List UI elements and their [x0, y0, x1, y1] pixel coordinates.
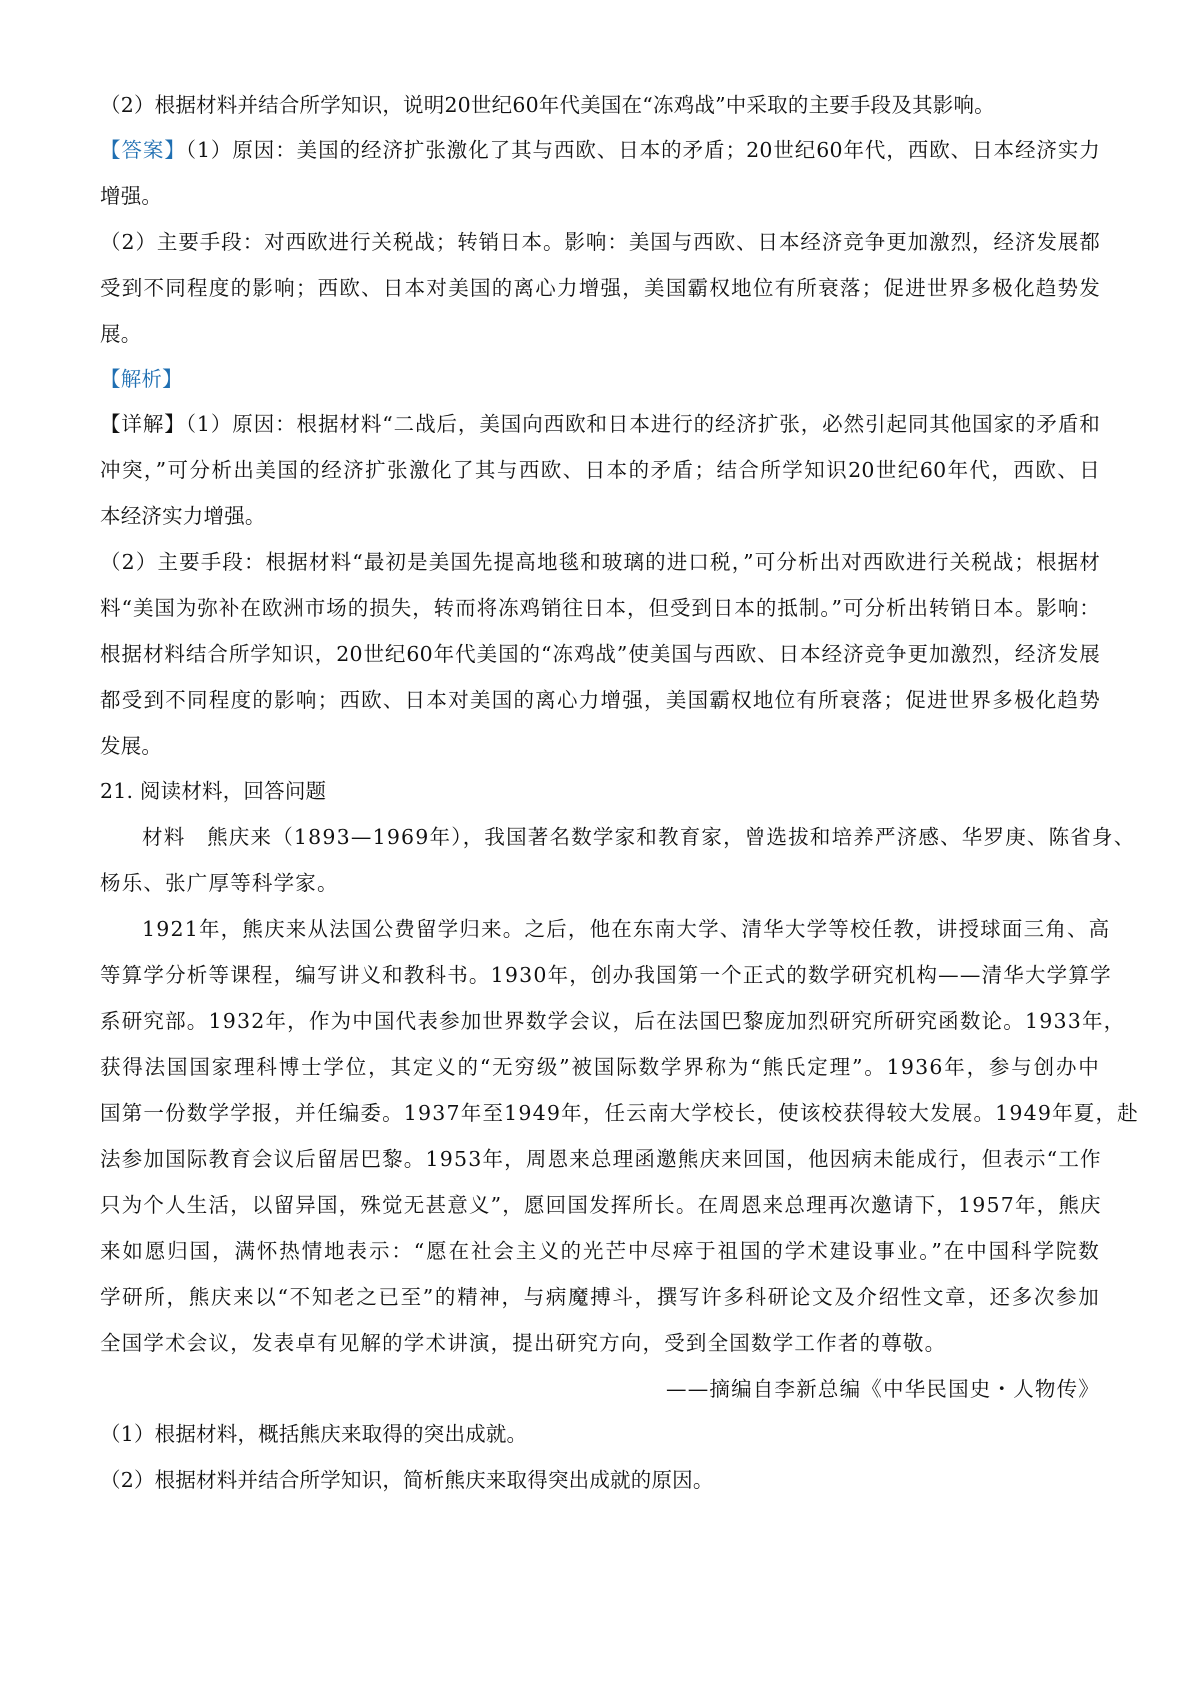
material-para-line-8: 来如愿归国，满怀热情地表示：“愿在社会主义的光芒中尽瘁于祖国的学术建设事业。”在中国科学院数 [100, 1239, 1100, 1263]
detail-line-4: （2）主要手段：根据材料“最初是美国先提高地毯和玻璃的进口税，”可分析出对西欧进行关税战；根据材 [100, 550, 1100, 574]
detail-line-8: 发展。 [100, 734, 163, 758]
material-para-line-7: 只为个人生活，以留异国，殊觉无甚意义”，愿回国发挥所长。在周恩来总理再次邀请下，1957年，熊庆 [100, 1193, 1102, 1217]
q20-part2-question: （2）根据材料并结合所学知识，说明20世纪60年代美国在“冻鸡战”中采取的主要手段及其影响。 [100, 93, 995, 117]
material-para-line-2: 等算学分析等课程，编写讲义和教科书。1930年，创办我国第一个正式的数学研究机构——清华大学算学 [100, 963, 1112, 987]
material-line-1: 材料 熊庆来（1893—1969年），我国著名数学家和教育家，曾选拔和培养严济感、华罗庚、陈省身、 [142, 825, 1136, 849]
answer-line-4: 受到不同程度的影响；西欧、日本对美国的离心力增强，美国霸权地位有所衰落；促进世界多极化趋势发 [100, 276, 1100, 300]
answer-text-1: （1）原因：美国的经济扩张激化了其与西欧、日本的矛盾；20世纪60年代，西欧、日本经济实力 [185, 138, 1100, 162]
material-source: ——摘编自李新总编《中华民国史・人物传》 [666, 1377, 1100, 1401]
answer-line-5: 展。 [100, 322, 142, 346]
detail-line-1 [100, 409, 1100, 439]
detail-line-7: 都受到不同程度的影响；西欧、日本对美国的离心力增强，美国霸权地位有所衰落；促进世界多极化趋势 [100, 688, 1100, 712]
detail-line-6: 根据材料结合所学知识，20世纪60年代美国的“冻鸡战”使美国与西欧、日本经济竞争更加激烈，经济发展 [100, 642, 1100, 666]
q21-subquestion-1: （1）根据材料，概括熊庆来取得的突出成就。 [100, 1422, 528, 1446]
material-para-line-3: 系研究部。1932年，作为中国代表参加世界数学会议，后在法国巴黎庞加烈研究所研究函数论。1933年， [100, 1009, 1126, 1033]
q21-heading: 21. 阅读材料，回答问题 [100, 779, 327, 803]
material-para-line-5: 国第一份数学学报，并任编委。1937年至1949年，任云南大学校长，使该校获得较大发展。1949年夏，赴 [100, 1101, 1139, 1125]
material-para-line-4: 获得法国国家理科博士学位，其定义的“无穷级”被国际数学界称为“熊氏定理”。1936年，参与创办中 [100, 1055, 1100, 1079]
material-para-line-6: 法参加国际教育会议后留居巴黎。1953年，周恩来总理函邀熊庆来回国，他因病未能成行，但表示“工作 [100, 1147, 1102, 1171]
material-line-2: 杨乐、张广厚等科学家。 [100, 871, 339, 895]
material-para-line-1: 1921年，熊庆来从法国公费留学归来。之后，他在东南大学、清华大学等校任教，讲授球面三角、高 [142, 917, 1111, 941]
detail-line-3: 本经济实力增强。 [100, 504, 266, 528]
answer-tag: 【答案】 [100, 138, 186, 162]
detail-tag: 【详解】 [100, 412, 186, 436]
answer-line-3: （2）主要手段：对西欧进行关税战；转销日本。影响：美国与西欧、日本经济竞争更加激烈，经济发展都 [100, 230, 1100, 254]
detail-line-5: 料“美国为弥补在欧洲市场的损失，转而将冻鸡销往日本，但受到日本的抵制。”可分析出转销日本。影响： [100, 596, 1100, 620]
material-para-line-10: 全国学术会议，发表卓有见解的学术讲演，提出研究方向，受到全国数学工作者的尊敬。 [100, 1331, 947, 1355]
answer-line-1 [100, 135, 1100, 165]
analysis-tag: 【解析】 [100, 367, 183, 391]
q21-subquestion-2: （2）根据材料并结合所学知识，简析熊庆来取得突出成就的原因。 [100, 1468, 714, 1492]
detail-text-1: （1）原因：根据材料“二战后，美国向西欧和日本进行的经济扩张，必然引起同其他国家的矛盾和 [185, 412, 1100, 436]
answer-line-2: 增强。 [100, 184, 163, 208]
detail-line-2: 冲突，”可分析出美国的经济扩张激化了其与西欧、日本的矛盾；结合所学知识20世纪60年代，西欧、日 [100, 458, 1100, 482]
material-para-line-9: 学研所，熊庆来以“不知老之已至”的精神，与病魔搏斗，撰写许多科研论文及介绍性文章，还多次参加 [100, 1285, 1100, 1309]
